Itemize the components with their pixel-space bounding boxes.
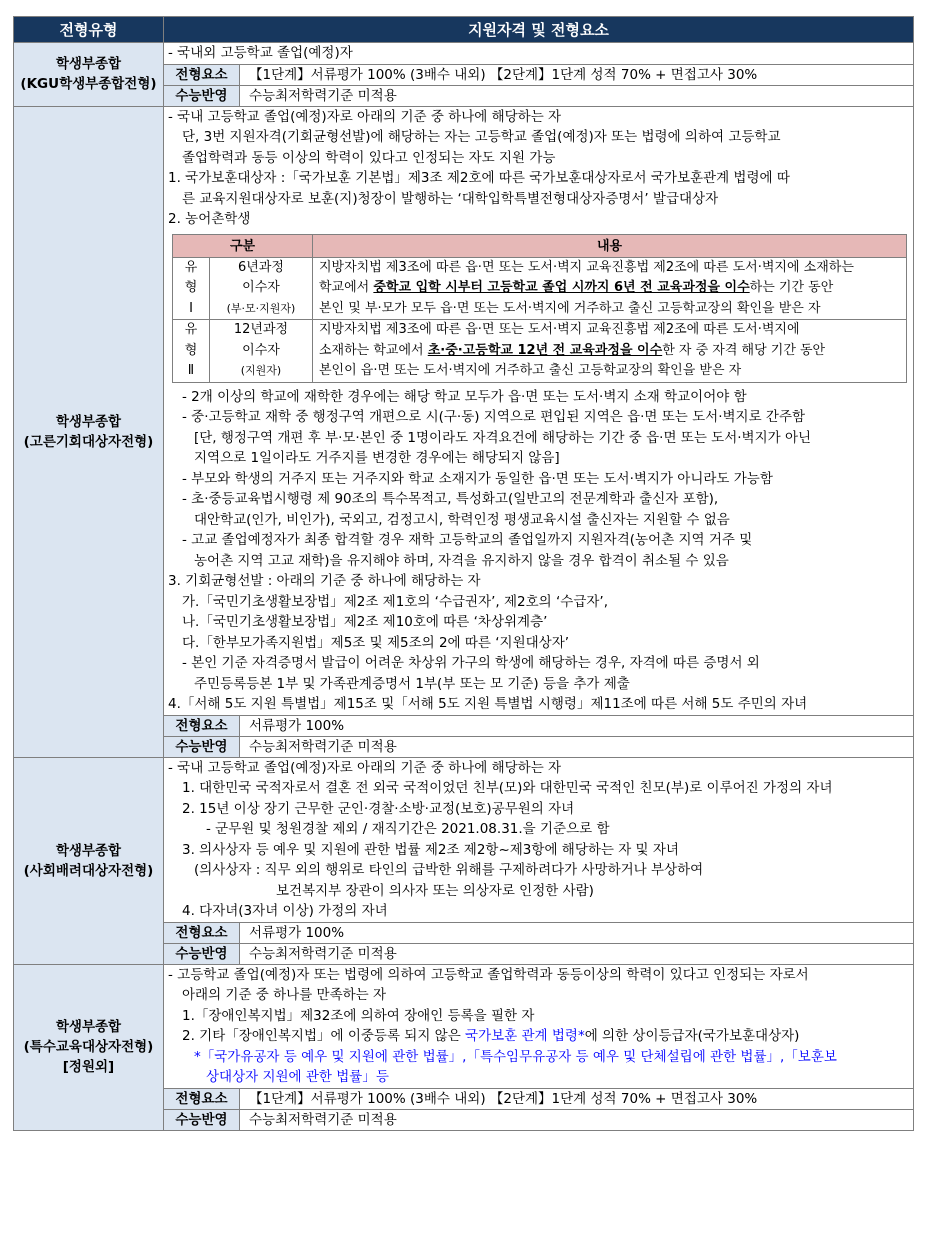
course-name: 12년과정 [233, 322, 289, 337]
rural-table [172, 234, 907, 383]
rural-type [173, 257, 210, 320]
social-line: - 군무원 및 청원경찰 제외 / 재직기간은 2021.08.31.을 기준으로 함 [206, 821, 610, 837]
social-line: (의사상자 : 직무 외의 행위로 타인의 급박한 위해를 구제하려다가 사망하거나 부상하여 [194, 862, 704, 878]
eval-value: 서류평가 100% [249, 924, 345, 941]
eval-label: 전형요소 [164, 716, 240, 736]
desc-line: 본인이 읍·면 또는 도서·벽지에 거주하고 출신 고등학교장의 확인을 받은 자 [319, 363, 742, 378]
desc-line [319, 341, 906, 362]
category-social [14, 757, 164, 964]
rural-note: - 2개 이상의 학교에 재학한 경우에는 해당 학교 모두가 읍·면 또는 도서·벽지 소재 학교이어야 함 [182, 388, 747, 405]
kgu-line: - 국내외 고등학교 졸업(예정)자 [168, 45, 353, 61]
goreun-item3: 다.「한부모가족지원법」제5조 및 제5조의 2에 따른 ‘지원대상자’ [182, 634, 570, 651]
type-char: 형 [184, 342, 198, 358]
eval-label: 전형요소 [164, 1089, 240, 1109]
goreun-line: 른 교육지원대상자로 보훈(지)청장이 발행하는 ‘대학입학특별전형대상자증명서’ 발급대상자 [182, 190, 719, 207]
desc-line: 본인 및 부·모가 모두 읍·면 또는 도서·벽지에 거주하고 출신 고등학교장의 확인을 받은 자 [319, 300, 821, 316]
social-line: 4. 다자녀(3자녀 이상) 가정의 자녀 [182, 903, 388, 919]
goreun-item3: 가.「국민기초생활보장법」제2조 제1호의 ‘수급권자’, 제2호의 ‘수급자’, [182, 593, 608, 610]
goreun-eval-row [164, 715, 913, 736]
category-label: 학생부종합 [55, 56, 122, 73]
rural-type [173, 320, 210, 383]
rural-note: 대안학교(인가, 비인가), 국외고, 검정고시, 학력인정 평생교육시설 출신자는 지원할 수 없음 [194, 511, 730, 528]
goreun-item3: - 본인 기준 자격증명서 발급이 어려운 차상위 가구의 학생에 해당하는 경우, 자격에 따른 증명서 외 [182, 655, 760, 671]
desc-emphasis: 초·중·고등학교 12년 전 교육과정을 이수 [427, 342, 663, 358]
special-line [164, 1026, 913, 1047]
special-footnote: *「국가유공자 등 예우 및 지원에 관한 법률」,「특수임무유공자 등 예우 및 단체설립에 관한 법률」,「보훈보 [194, 1048, 837, 1065]
social-eval-row [164, 922, 913, 943]
csat-label: 수능반영 [164, 1110, 240, 1130]
eval-value: 【1단계】서류평가 100% (3배수 내외) 【2단계】1단계 성적 70% + 면접고사 30% [249, 66, 758, 83]
rural-course [210, 320, 313, 383]
category-special [14, 964, 164, 1130]
rural-course [210, 257, 313, 320]
goreun-item4: 4.「서해 5도 지원 특별법」제15조 및「서해 5도 지원 특별법 시행령」제11조에 따른 서해 5도 주민의 자녀 [168, 696, 808, 712]
goreun-line: 2. 농어촌학생 [168, 211, 251, 227]
course-label: 이수자 [242, 280, 280, 295]
desc-line: 지방자치법 제3조에 따른 읍·면 또는 도서·벽지 교육진흥법 제2조에 따른 도서·벽지에 소재하는 [319, 259, 854, 275]
special-csat-row [164, 1109, 913, 1130]
special-content [164, 964, 914, 1130]
type-char: 유 [184, 322, 198, 337]
special-text: 에 의한 상이등급자(국가보훈대상자) [584, 1028, 800, 1044]
goreun-line: 졸업학력과 동등 이상의 학력이 있다고 인정되는 자도 지원 가능 [182, 149, 556, 166]
rural-desc [313, 320, 907, 383]
social-content [164, 757, 914, 964]
category-sublabel: (사회배려대상자전형) [23, 862, 154, 879]
type-char: Ⅰ [189, 300, 193, 316]
rural-head-content: 내용 [313, 234, 907, 257]
goreun-line: - 국내 고등학교 졸업(예정)자로 아래의 기준 중 하나에 해당하는 자 [168, 108, 562, 125]
desc-line [319, 278, 906, 299]
desc-text: 하는 기간 동안 [749, 280, 834, 295]
goreun-item3: 주민등록등본 1부 및 가족관계증명서 1부(부 또는 모 기준) 등을 추가 제출 [194, 675, 630, 692]
goreun-csat-row [164, 736, 913, 757]
special-line: - 고등학교 졸업(예정)자 또는 법령에 의하여 고등학교 졸업학력과 동등이상의 학력이 있다고 인정되는 자로서 [168, 966, 809, 983]
goreun-content [164, 106, 914, 757]
special-eval-row [164, 1088, 913, 1109]
admission-table [13, 16, 914, 1131]
type-char: 형 [184, 280, 198, 295]
course-scope: (부·모·지원자) [226, 301, 296, 315]
csat-value: 수능최저학력기준 미적용 [249, 87, 397, 104]
csat-value: 수능최저학력기준 미적용 [249, 1111, 397, 1128]
category-sublabel: (KGU학생부종합전형) [20, 76, 157, 93]
rural-row [173, 257, 907, 320]
category-label: 학생부종합 [55, 1019, 122, 1035]
category-label: 학생부종합 [55, 842, 122, 859]
course-label: 이수자 [242, 342, 280, 358]
goreun-item3: 3. 기회균형선발 : 아래의 기준 중 하나에 해당하는 자 [168, 573, 481, 589]
goreun-line: 단, 3번 지원자격(기회균형선발)에 해당하는 자는 고등학교 졸업(예정)자 또는 법령에 의하여 고등학교 [182, 129, 781, 145]
rural-note: - 고교 졸업예정자가 최종 합격할 경우 재학 고등학교의 졸업일까지 지원자격(농어촌 지역 거주 및 [182, 532, 753, 548]
desc-text: 소재하는 학교에서 [319, 342, 428, 358]
kgu-content [164, 43, 914, 107]
special-line: 1.「장애인복지법」제32조에 의하여 장애인 등록을 필한 자 [182, 1007, 535, 1024]
social-line: 보건복지부 장관이 의사자 또는 의상자로 인정한 사람) [276, 882, 594, 899]
csat-label: 수능반영 [164, 86, 240, 106]
social-line: - 국내 고등학교 졸업(예정)자로 아래의 기준 중 하나에 해당하는 자 [168, 759, 562, 776]
goreun-line: 1. 국가보훈대상자 :「국가보훈 기본법」제3조 제2호에 따른 국가보훈대상자로서 국가보훈관계 법령에 따 [168, 170, 790, 186]
eval-value: 【1단계】서류평가 100% (3배수 내외) 【2단계】1단계 성적 70% + 면접고사 30% [249, 1090, 758, 1107]
rural-note: - 초·중등교육법시행령 제 90조의 특수목적고, 특성화고(일반고의 전문계학과 출신자 포함), [182, 491, 719, 507]
header-qualification: 지원자격 및 전형요소 [164, 17, 914, 43]
kgu-csat-row [164, 85, 913, 106]
special-line: 아래의 기준 중 하나를 만족하는 자 [182, 987, 387, 1003]
course-scope: (지원자) [240, 364, 282, 377]
desc-emphasis: 중학교 입학 시부터 고등학교 졸업 시까지 6년 전 교육과정을 이수 [373, 280, 750, 295]
category-quota: [정원외] [62, 1059, 115, 1075]
desc-line: 지방자치법 제3조에 따른 읍·면 또는 도서·벽지 교육진흥법 제2조에 따른 도서·벽지에 [319, 322, 800, 337]
rural-note: 지역으로 1일이라도 거주지를 변경한 경우에는 해당되지 않음] [194, 450, 560, 466]
eval-label: 전형요소 [164, 65, 240, 85]
type-char: 유 [184, 259, 198, 275]
category-kgu [14, 43, 164, 107]
eval-value: 서류평가 100% [249, 717, 345, 734]
header-type: 전형유형 [14, 17, 164, 43]
rural-note: - 부모와 학생의 거주지 또는 거주지와 학교 소재지가 동일한 읍·면 또는 도서·벽지가 아니라도 가능함 [182, 470, 773, 487]
rural-head-category: 구분 [173, 234, 313, 257]
csat-value: 수능최저학력기준 미적용 [249, 945, 397, 962]
kgu-eval-row [164, 64, 913, 85]
rural-note: 농어촌 지역 고교 재학)을 유지해야 하며, 자격을 유지하지 않을 경우 합격이 취소될 수 있음 [194, 552, 729, 569]
eval-label: 전형요소 [164, 923, 240, 943]
special-text: 2. 기타「장애인복지법」에 이중등록 되지 않은 [182, 1028, 466, 1044]
special-footnote: 상대상자 지원에 관한 법률」등 [206, 1069, 389, 1085]
csat-label: 수능반영 [164, 944, 240, 964]
rural-note: [단, 행정구역 개편 후 부·모·본인 중 1명이라도 자격요건에 해당하는 기간 중 읍·면 또는 도서·벽지가 아닌 [194, 429, 812, 446]
rural-row [173, 320, 907, 383]
social-line: 2. 15년 이상 장기 근무한 군인·경찰·소방·교정(보호)공무원의 자녀 [182, 800, 575, 817]
rural-note: - 중·고등학교 재학 중 행정구역 개편으로 시(구·동) 지역으로 편입된 지역은 읍·면 또는 도서·벽지로 간주함 [182, 409, 806, 425]
category-goreun [14, 106, 164, 757]
desc-text: 학교에서 [319, 280, 374, 295]
type-char: Ⅱ [187, 363, 195, 378]
social-csat-row [164, 943, 913, 964]
goreun-item3: 나.「국민기초생활보장법」제2조 제10호에 따른 ‘차상위계층’ [182, 614, 548, 630]
category-label: 학생부종합 [55, 413, 122, 430]
social-line: 1. 대한민국 국적자로서 결혼 전 외국 국적이었던 친부(모)와 대한민국 국적인 친모(부)로 이루어진 가정의 자녀 [182, 780, 833, 796]
rural-desc [313, 257, 907, 320]
social-line: 3. 의사상자 등 예우 및 지원에 관한 법률 제2조 제2항~제3항에 해당하는 자 및 자녀 [182, 841, 679, 858]
csat-label: 수능반영 [164, 737, 240, 757]
course-name: 6년과정 [238, 259, 284, 275]
desc-text: 한 자 중 자격 해당 기간 동안 [662, 342, 826, 358]
special-blue-text: 국가보훈 관계 법령* [465, 1028, 585, 1044]
csat-value: 수능최저학력기준 미적용 [249, 738, 397, 755]
admission-table-page [13, 16, 913, 1131]
category-sublabel: (고른기회대상자전형) [23, 433, 154, 450]
category-sublabel: (특수교육대상자전형) [23, 1039, 154, 1055]
